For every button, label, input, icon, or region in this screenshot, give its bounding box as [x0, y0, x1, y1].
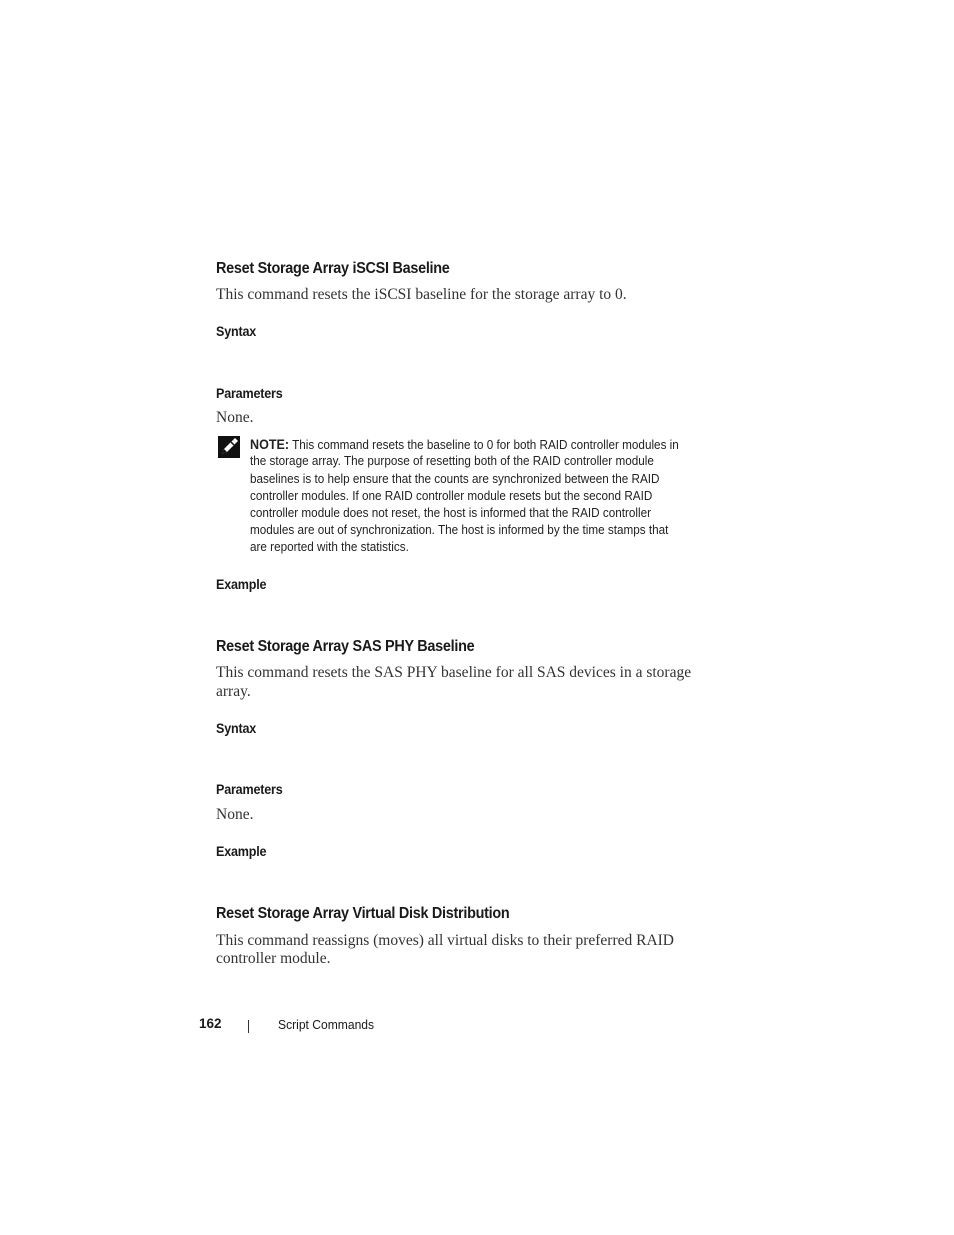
note-line: baselines is to help ensure that the counts are synchronized between the RAID [250, 472, 660, 486]
page-number: 162 [199, 1016, 222, 1031]
section-heading: Reset Storage Array iSCSI Baseline [216, 260, 450, 277]
note-line: are reported with the statistics. [250, 540, 409, 554]
note-line: controller modules. If one RAID controller module resets but the second RAID [250, 489, 653, 503]
parameters-label: Parameters [216, 386, 283, 401]
note-text: This command resets the baseline to 0 for both RAID controller modules in [292, 438, 679, 452]
example-label: Example [216, 577, 267, 592]
parameters-value: None. [216, 806, 254, 823]
syntax-label: Syntax [216, 721, 257, 736]
note-line: controller module does not reset, the host is informed that the RAID controller [250, 506, 652, 520]
section-description: This command resets the SAS PHY baseline for all SAS devices in a storage [216, 664, 692, 681]
syntax-label: Syntax [216, 324, 257, 339]
note-line [250, 437, 679, 452]
section-heading: Reset Storage Array Virtual Disk Distribution [216, 905, 510, 922]
parameters-value: None. [216, 409, 254, 426]
note-label: NOTE: [250, 437, 290, 452]
section-description: This command resets the iSCSI baseline for the storage array to 0. [216, 286, 627, 303]
section-description: controller module. [216, 950, 331, 967]
parameters-label: Parameters [216, 782, 283, 797]
example-label: Example [216, 844, 267, 859]
section-description: array. [216, 683, 251, 700]
section-heading: Reset Storage Array SAS PHY Baseline [216, 638, 475, 655]
note-line: the storage array. The purpose of resetting both of the RAID controller module [250, 454, 654, 468]
note-pencil-icon [218, 436, 240, 458]
footer-section-title: Script Commands [278, 1017, 375, 1032]
note-line: modules are out of synchronization. The host is informed by the time stamps that [250, 523, 669, 537]
footer-separator [248, 1020, 249, 1033]
section-description: This command reassigns (moves) all virtual disks to their preferred RAID [216, 932, 674, 949]
